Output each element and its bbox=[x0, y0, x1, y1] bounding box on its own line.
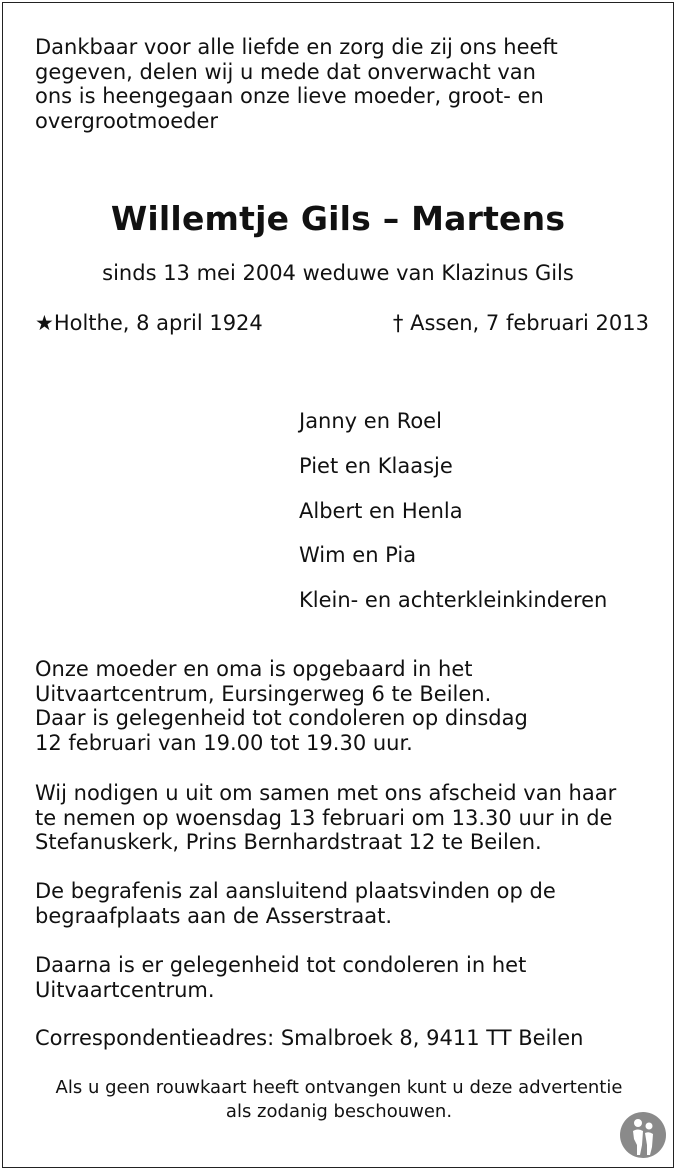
birth-info bbox=[35, 311, 263, 335]
cross-icon: † bbox=[392, 311, 404, 335]
family-member: Albert en Henla bbox=[299, 499, 463, 523]
family-member: Janny en Roel bbox=[299, 409, 442, 433]
death-info bbox=[393, 311, 649, 335]
paragraph-service: Wij nodigen u uit om samen met ons afscheid van haar te nemen op woensdag 13 februari om 13.30 uur in de Stefanuskerk, Prins Bernhardstraat 12 te Beilen. bbox=[35, 781, 617, 854]
star-icon: ★ bbox=[35, 311, 54, 335]
deceased-name: Willemtje Gils – Martens bbox=[110, 199, 566, 238]
paragraph-condolence: Daarna is er gelegenheid tot condoleren in het Uitvaartcentrum. bbox=[35, 953, 527, 1002]
paragraph-burial: De begrafenis zal aansluitend plaatsvinden op de begraafplaats aan de Asserstraat. bbox=[35, 879, 556, 928]
family-member: Klein- en achterkleinkinderen bbox=[299, 588, 608, 612]
paragraph-lying-in-state: Onze moeder en oma is opgebaard in het Uitvaartcentrum, Eursingerweg 6 te Beilen. Daar is gelegenheid tot condoleren op dinsdag 12 februari van 19.00 tot 19.30 uur. bbox=[35, 657, 528, 755]
footer-note: Als u geen rouwkaart heeft ontvangen kunt u deze advertentie als zodanig beschouwen. bbox=[55, 1077, 623, 1122]
family-member: Piet en Klaasje bbox=[299, 454, 453, 478]
intro-text: Dankbaar voor alle liefde en zorg die zij ons heeft gegeven, delen wij u mede dat onverwacht van ons is heengegaan onze lieve moeder, groot- en overgrootmoeder bbox=[35, 35, 558, 133]
death-text: Assen, 7 februari 2013 bbox=[403, 311, 649, 335]
widow-line: sinds 13 mei 2004 weduwe van Klazinus Gils bbox=[102, 261, 574, 285]
correspondence-address: Correspondentieadres: Smalbroek 8, 9411 TT Beilen bbox=[35, 1026, 584, 1050]
obituary-card bbox=[2, 2, 674, 1168]
family-member: Wim en Pia bbox=[299, 543, 417, 567]
birth-text: Holthe, 8 april 1924 bbox=[53, 311, 263, 335]
figures-logo-icon bbox=[619, 1111, 667, 1159]
